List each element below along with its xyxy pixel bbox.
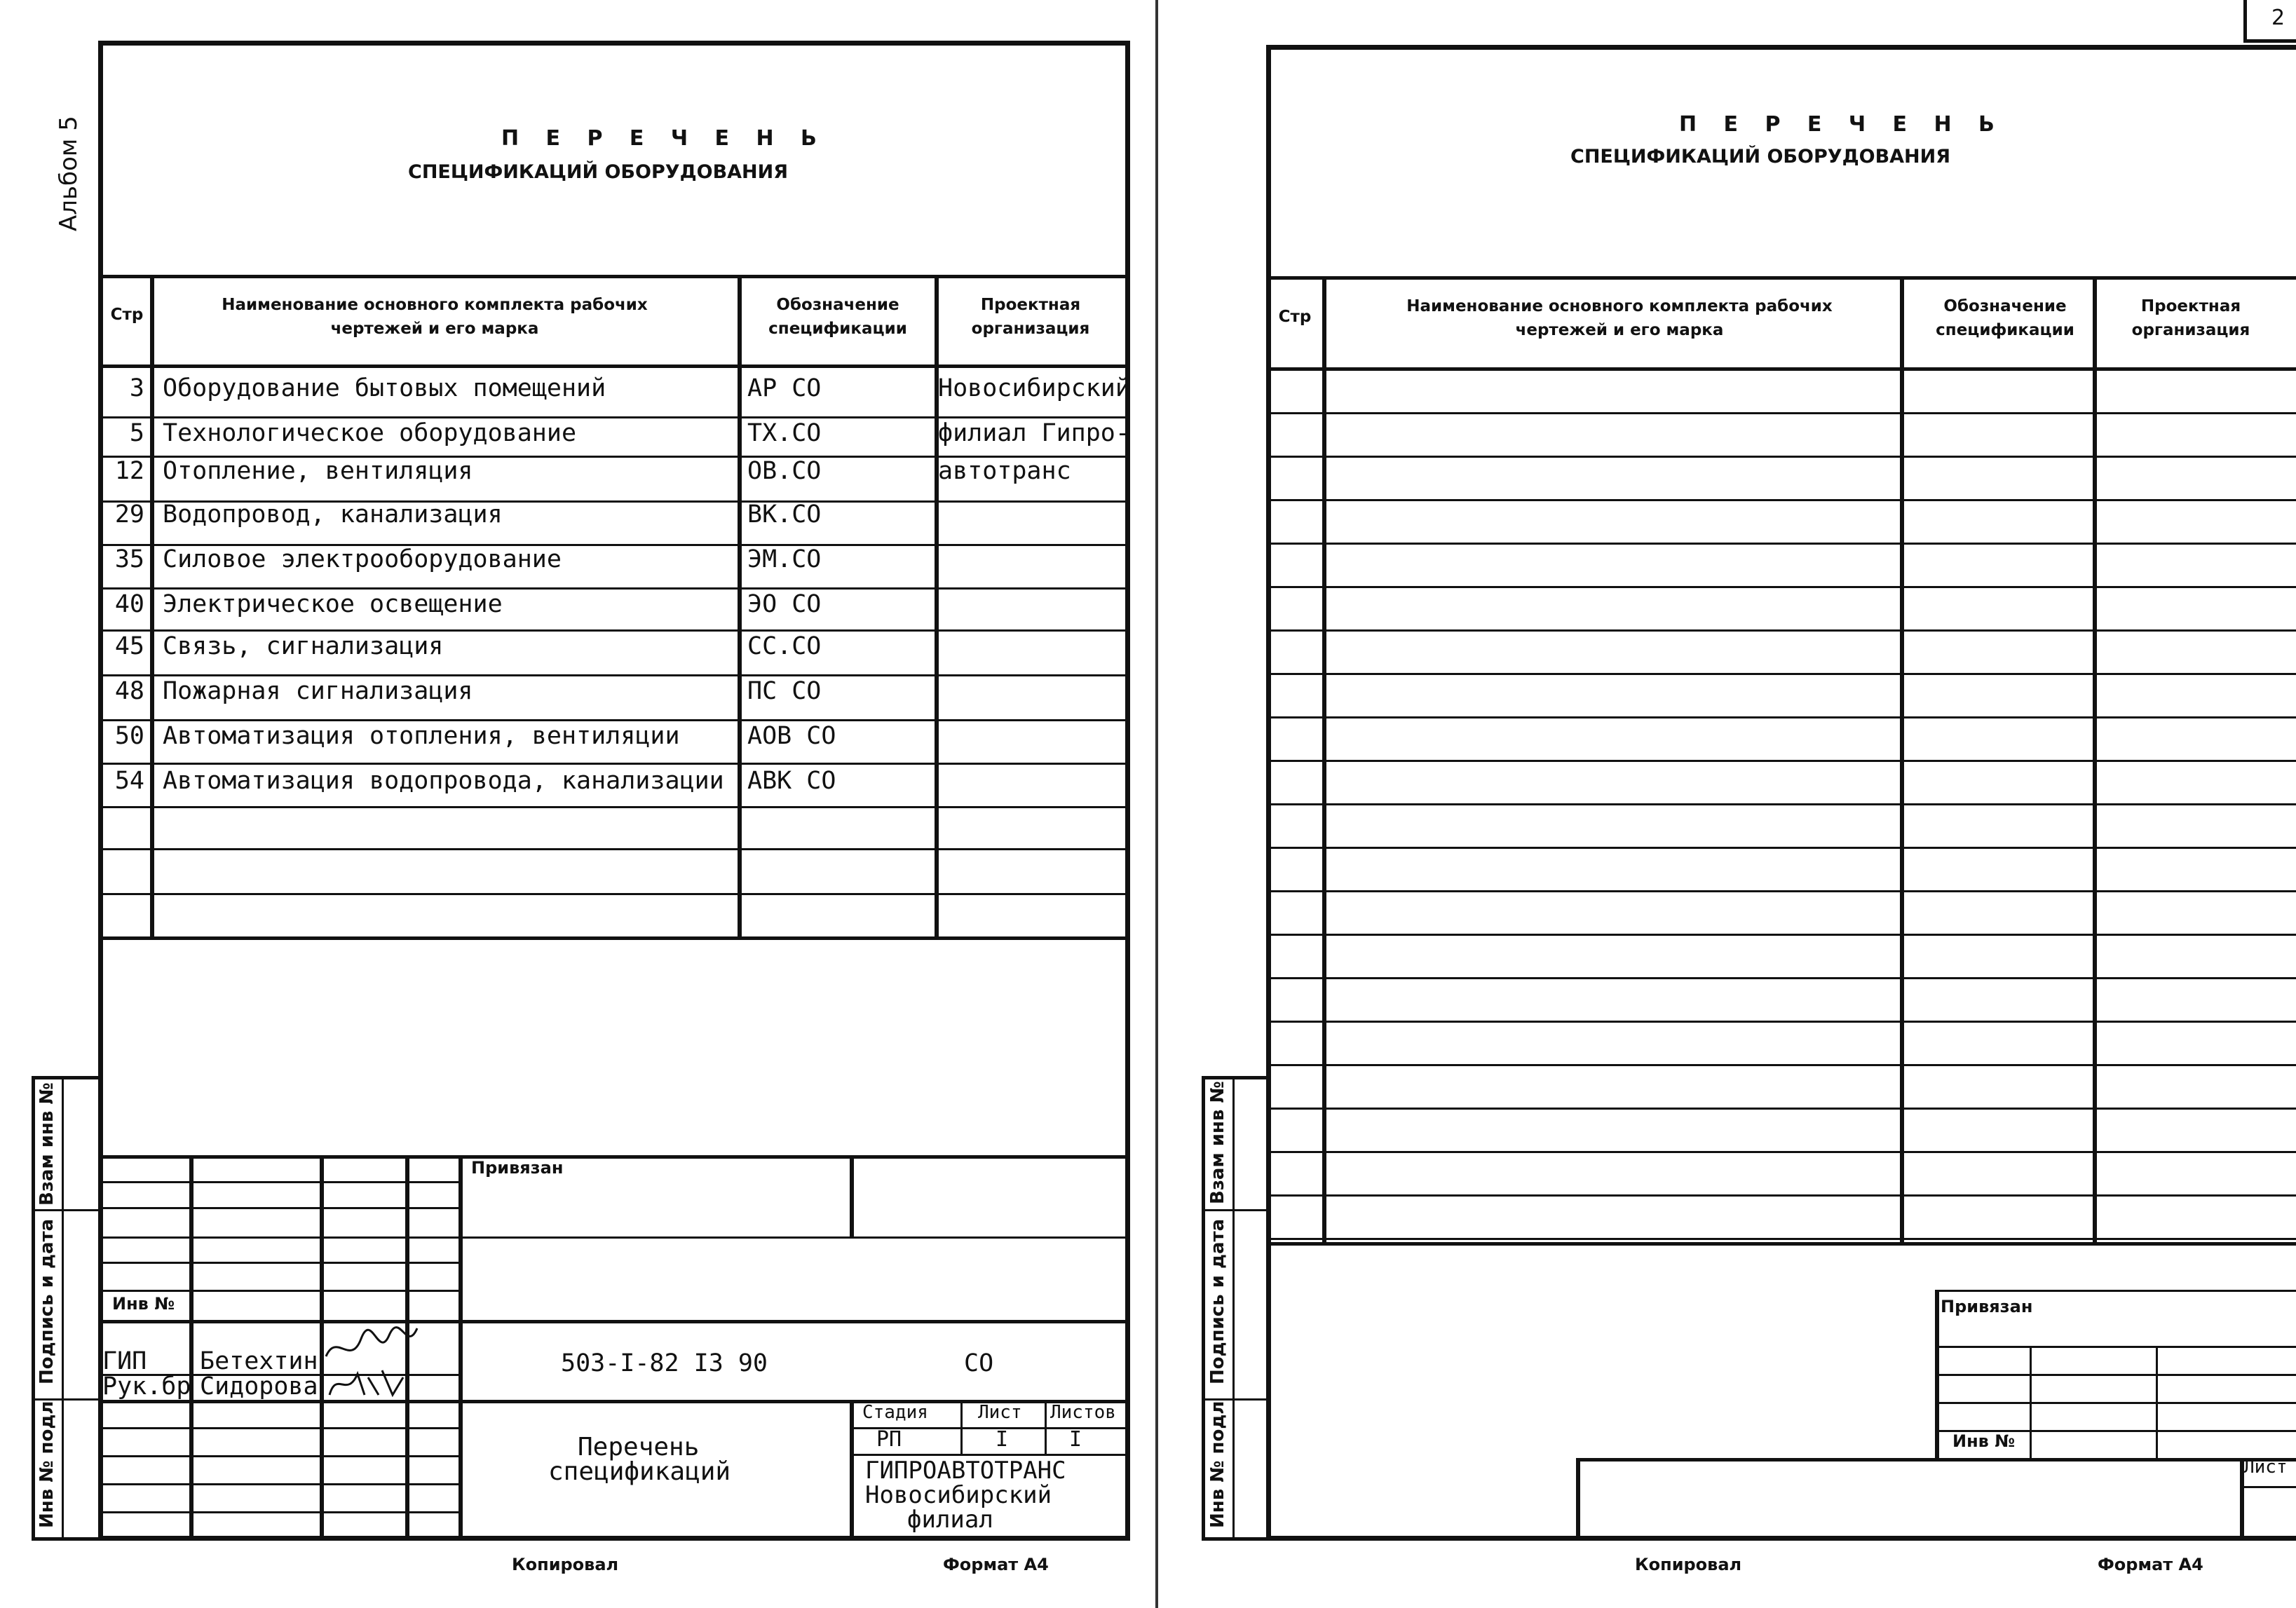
row-name: Силовое электрооборудование: [163, 545, 562, 573]
table-row-divider: [1266, 1064, 2296, 1066]
right-col-code: Обозначение спецификации: [1936, 297, 2074, 339]
row-name: Технологическое оборудование: [163, 419, 577, 447]
album-label: Альбом 5: [55, 116, 83, 231]
left-org-line2: Новосибирский: [865, 1481, 1052, 1509]
table-row-divider: [1266, 673, 2296, 675]
left-col-code: Обозначение спецификации: [768, 296, 907, 338]
row-page: 40: [114, 590, 144, 618]
left-doc-code: 503-I-82 I3 90: [561, 1349, 768, 1377]
row-org: филиал Гипро-: [938, 419, 1130, 447]
left-footer-format: Формат А4: [943, 1555, 1049, 1574]
left-inv-no: Инв №: [112, 1294, 175, 1314]
left-rukbr-role: Рук.бр: [102, 1372, 191, 1401]
left-col-name: Наименование основного комплекта рабочих чертежей и его марка: [222, 296, 648, 338]
row-name: Отопление, вентиляция: [163, 457, 473, 485]
row-page: 45: [114, 632, 144, 660]
right-col-name: Наименование основного комплекта рабочих чертежей и его марка: [1406, 297, 1833, 339]
right-frame: [1266, 45, 2296, 1541]
row-page: 50: [114, 722, 144, 750]
left-title-line2: СПЕЦИФИКАЦИЙ ОБОРУДОВАНИЯ: [408, 161, 789, 183]
table-row-divider: [98, 719, 1130, 721]
table-row-divider: [1266, 543, 2296, 545]
row-page: 35: [114, 545, 144, 573]
table-row-divider: [1266, 1108, 2296, 1110]
table-row-divider: [1266, 586, 2296, 588]
table-row-divider: [98, 629, 1130, 632]
right-list-label: Лист: [2243, 1457, 2288, 1478]
table-row-divider: [1266, 803, 2296, 805]
left-side-label-vzam: Взам инв №: [36, 1082, 57, 1206]
right-inv-no: Инв №: [1952, 1431, 2016, 1451]
right-side-label-podpis: Подпись и дата: [1207, 1218, 1228, 1384]
left-title-line1: П Е Р Е Ч Е Н Ь: [501, 126, 827, 151]
table-row-divider: [1266, 890, 2296, 892]
sheet-divider: [1155, 0, 1158, 1608]
table-row-divider: [1266, 629, 2296, 632]
left-col-org: Проектная организация: [971, 296, 1090, 338]
left-col-page: Стр: [110, 306, 144, 324]
row-name: Оборудование бытовых помещений: [163, 374, 606, 402]
row-name: Пожарная сигнализация: [163, 677, 473, 705]
table-row-divider: [98, 848, 1130, 850]
table-row-divider: [1266, 1021, 2296, 1023]
row-page: 3: [129, 374, 144, 402]
row-code: ЭО СО: [747, 590, 822, 618]
row-code: ПС СО: [747, 677, 822, 705]
table-row-divider: [1266, 716, 2296, 718]
right-privyazan: Привязан: [1941, 1297, 2033, 1316]
table-row-divider: [98, 674, 1130, 676]
left-list-label: Лист: [978, 1402, 1022, 1423]
row-code: ОВ.СО: [747, 457, 822, 485]
row-org: Новосибирский: [938, 374, 1130, 402]
right-footer-format: Формат А4: [2098, 1555, 2203, 1574]
left-org-line1: ГИПРОАВТОТРАНС: [865, 1457, 1066, 1485]
row-code: АВК СО: [747, 767, 836, 795]
left-gip-role: ГИП: [102, 1347, 147, 1375]
row-code: ВК.СО: [747, 500, 822, 529]
table-row-divider: [1266, 412, 2296, 414]
left-listov-value: I: [1069, 1427, 1082, 1452]
right-title-line2: СПЕЦИФИКАЦИЙ ОБОРУДОВАНИЯ: [1570, 146, 1951, 168]
row-page: 29: [114, 500, 144, 529]
row-code: АР СО: [747, 374, 822, 402]
right-footer-copied: Копировал: [1635, 1555, 1742, 1574]
row-name: Водопровод, канализация: [163, 500, 503, 529]
table-row-divider: [1266, 977, 2296, 979]
left-listov-label: Листов: [1050, 1402, 1116, 1423]
left-list-value: I: [996, 1427, 1009, 1452]
signature-sidorova: [326, 1367, 410, 1402]
left-gip-name: Бетехтин: [200, 1347, 318, 1375]
row-code: АОВ СО: [747, 722, 836, 750]
table-row-divider: [98, 763, 1130, 765]
left-footer-copied: Копировал: [512, 1555, 619, 1574]
row-name: Автоматизация водопровода, канализации: [163, 767, 724, 795]
page-number: 2: [2271, 6, 2285, 30]
left-stadiya-value: РП: [876, 1427, 902, 1452]
right-side-label-inv: Инв № подл: [1207, 1401, 1228, 1528]
row-org: автотранс: [938, 457, 1071, 485]
row-page: 54: [114, 767, 144, 795]
table-row-divider: [1266, 1238, 2296, 1240]
row-code: СС.СО: [747, 632, 822, 660]
left-rukbr-name: Сидорова: [200, 1372, 318, 1401]
table-row-divider: [98, 893, 1130, 895]
row-name: Связь, сигнализация: [163, 632, 444, 660]
row-name: Автоматизация отопления, вентиляции: [163, 722, 680, 750]
table-row-divider: [1266, 456, 2296, 458]
row-code: ТХ.СО: [747, 419, 822, 447]
row-code: ЭМ.СО: [747, 545, 822, 573]
left-side-label-podpis: Подпись и дата: [36, 1218, 57, 1384]
left-privyazan: Привязан: [471, 1158, 564, 1178]
right-col-page: Стр: [1278, 308, 1312, 326]
right-title-line1: П Е Р Е Ч Е Н Ь: [1679, 112, 2004, 137]
left-side-label-inv: Инв № подл: [36, 1401, 57, 1528]
left-doc-title-line2: спецификаций: [548, 1457, 731, 1486]
row-page: 12: [114, 457, 144, 485]
row-page: 5: [129, 419, 144, 447]
left-doc-title-line1: Перечень: [578, 1433, 700, 1461]
table-row-divider: [1266, 760, 2296, 762]
left-doc-mark: СО: [964, 1349, 994, 1377]
table-row-divider: [98, 587, 1130, 590]
table-row-divider: [98, 416, 1130, 418]
left-stadiya-label: Стадия: [862, 1402, 928, 1423]
table-row-divider: [1266, 1151, 2296, 1153]
table-row-divider: [98, 806, 1130, 808]
right-col-org: Проектная организация: [2131, 297, 2250, 339]
table-row-divider: [1266, 934, 2296, 936]
right-side-label-vzam: Взам инв №: [1207, 1081, 1228, 1204]
row-name: Электрическое освещение: [163, 590, 503, 618]
table-row-divider: [1266, 499, 2296, 501]
table-row-divider: [1266, 847, 2296, 849]
table-row-divider: [1266, 1194, 2296, 1197]
row-page: 48: [114, 677, 144, 705]
left-org-line3: филиал: [907, 1506, 993, 1534]
